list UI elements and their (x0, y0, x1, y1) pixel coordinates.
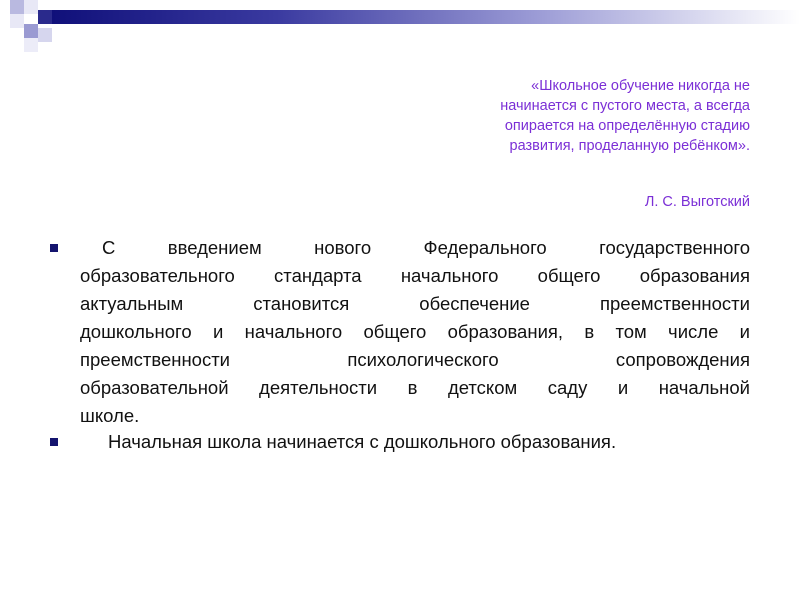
header-square (24, 38, 38, 52)
quote-line: начинается с пустого места, а всегда (500, 98, 750, 114)
header-square (38, 10, 52, 24)
quote-line: развития, проделанную ребёнком». (509, 138, 750, 154)
paragraph-line: образовательного стандарта начального общего образования (80, 265, 750, 286)
header-gradient-bar (52, 10, 800, 24)
quote-line: опирается на определённую стадию (504, 118, 750, 134)
header-square (10, 14, 24, 28)
paragraph-line: образовательной деятельности в детском саду и начальной (80, 377, 750, 398)
paragraph-line: школе. (80, 405, 140, 426)
epigraph-quote (330, 76, 750, 156)
bullet-square-icon (50, 244, 58, 252)
header-square (10, 0, 24, 14)
paragraph-line: преемственности психологического сопровождения (80, 349, 750, 370)
paragraph-line: С введением нового Федерального государственного (102, 237, 750, 258)
header-square (24, 24, 38, 38)
quote-author: Л. С. Выготский (644, 194, 750, 210)
quote-line: «Школьное обучение никогда не (531, 78, 750, 94)
bullet-text (108, 428, 748, 456)
paragraph-line: дошкольного и начального общего образования, в том числе и (80, 321, 750, 342)
paragraph-line: Начальная школа начинается с дошкольного образования. (108, 431, 617, 452)
header-square (38, 28, 52, 42)
bullet-text (80, 234, 750, 430)
header-decoration (0, 0, 800, 50)
header-square (24, 0, 38, 14)
paragraph-line: актуальным становится обеспечение преемственности (80, 293, 750, 314)
bullet-square-icon (50, 438, 58, 446)
